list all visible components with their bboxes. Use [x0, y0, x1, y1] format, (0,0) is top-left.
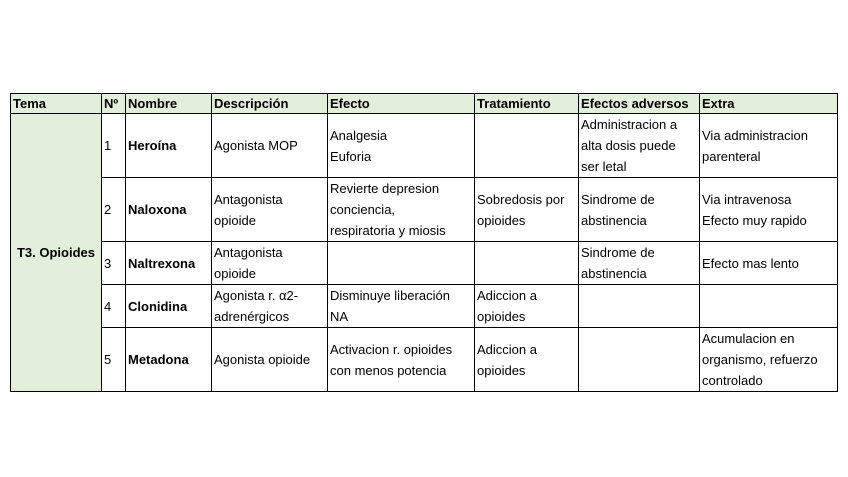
efecto-line: Euforia — [330, 148, 372, 164]
nombre-cell: Naltrexona — [126, 242, 212, 285]
adversos-cell — [579, 178, 700, 242]
tratamiento-line: Adiccion a — [477, 341, 537, 357]
tratamiento-line: Sobredosis por — [477, 191, 565, 207]
opioids-table — [10, 93, 838, 392]
efecto-line: con menos potencia — [330, 362, 447, 378]
tratamiento-cell — [475, 328, 579, 392]
num-cell: 1 — [102, 114, 126, 178]
header-nombre: Nombre — [126, 94, 212, 114]
extra-cell — [700, 328, 838, 392]
header-extra: Extra — [700, 94, 838, 114]
header-efecto: Efecto — [328, 94, 475, 114]
descripcion-line: Antagonista — [214, 245, 283, 260]
header-tratamiento: Tratamiento — [475, 94, 579, 114]
adversos-line: abstinencia — [581, 212, 647, 228]
extra-line: Via intravenosa — [702, 191, 792, 207]
efecto-line: Revierte depresion — [330, 181, 440, 196]
nombre-cell: Clonidina — [126, 285, 212, 328]
descripcion-cell — [212, 114, 328, 178]
tratamiento-line: Adiccion a — [477, 288, 537, 303]
num-cell: 2 — [102, 178, 126, 242]
table-row — [11, 285, 838, 328]
efecto-cell — [328, 328, 475, 392]
header-num: Nº — [102, 94, 126, 114]
header-descripcion: Descripción — [212, 94, 328, 114]
header-row — [11, 94, 838, 114]
extra-cell — [700, 178, 838, 242]
adversos-cell — [579, 328, 700, 392]
table-row — [11, 178, 838, 242]
nombre-cell: Naloxona — [126, 178, 212, 242]
efecto-line: Analgesia — [330, 127, 388, 143]
extra-line: organismo, refuerzo — [702, 352, 818, 367]
adversos-line: Sindrome de — [581, 191, 655, 207]
descripcion-cell — [212, 328, 328, 392]
tratamiento-cell — [475, 242, 579, 285]
table-row — [11, 328, 838, 392]
tratamiento-line: opioides — [477, 212, 526, 228]
extra-cell — [700, 285, 838, 328]
descripcion-cell — [212, 242, 328, 285]
efecto-line: Activacion r. opioides — [330, 341, 453, 357]
descripcion-cell — [212, 178, 328, 242]
num-cell: 3 — [102, 242, 126, 285]
adversos-cell — [579, 114, 700, 178]
extra-cell — [700, 242, 838, 285]
table-row — [11, 242, 838, 285]
header-adversos: Efectos adversos — [579, 94, 700, 114]
efecto-cell — [328, 242, 475, 285]
extra-line: parenteral — [702, 148, 761, 164]
tratamiento-line: opioides — [477, 309, 526, 324]
extra-line: Via administracion — [702, 127, 808, 143]
table-row — [11, 114, 838, 178]
tratamiento-cell — [475, 178, 579, 242]
adversos-line: Sindrome de — [581, 245, 655, 260]
tema-cell: T3. Opioides — [11, 114, 102, 392]
efecto-line: conciencia, — [330, 202, 396, 217]
extra-line: Efecto mas lento — [702, 255, 799, 271]
num-cell: 4 — [102, 285, 126, 328]
descripcion-line: opioide — [214, 266, 256, 281]
header-tema: Tema — [11, 94, 102, 114]
extra-line: controlado — [702, 373, 763, 388]
descripcion-line: Agonista r. α2- — [214, 288, 299, 303]
efecto-cell — [328, 285, 475, 328]
adversos-line: abstinencia — [581, 266, 647, 281]
descripcion-line: Agonista MOP — [214, 138, 298, 153]
tratamiento-cell — [475, 285, 579, 328]
descripcion-line: Agonista opioide — [214, 352, 311, 367]
nombre-cell: Heroína — [126, 114, 212, 178]
extra-line: Efecto muy rapido — [702, 212, 807, 228]
efecto-line: respiratoria y miosis — [330, 223, 446, 238]
extra-line: Acumulacion en — [702, 331, 795, 346]
adversos-line: alta dosis puede — [581, 138, 676, 153]
efecto-cell — [328, 178, 475, 242]
descripcion-cell — [212, 285, 328, 328]
descripcion-line: adrenérgicos — [214, 309, 290, 324]
efecto-line: Disminuye liberación — [330, 288, 450, 303]
descripcion-line: Antagonista — [214, 191, 283, 207]
nombre-cell: Metadona — [126, 328, 212, 392]
efecto-line: NA — [330, 309, 349, 324]
adversos-cell — [579, 285, 700, 328]
adversos-cell — [579, 242, 700, 285]
num-cell: 5 — [102, 328, 126, 392]
adversos-line: ser letal — [581, 159, 627, 174]
descripcion-line: opioide — [214, 212, 256, 228]
adversos-line: Administracion a — [581, 117, 678, 132]
tratamiento-line: opioides — [477, 362, 526, 378]
extra-cell — [700, 114, 838, 178]
efecto-cell — [328, 114, 475, 178]
tratamiento-cell — [475, 114, 579, 178]
